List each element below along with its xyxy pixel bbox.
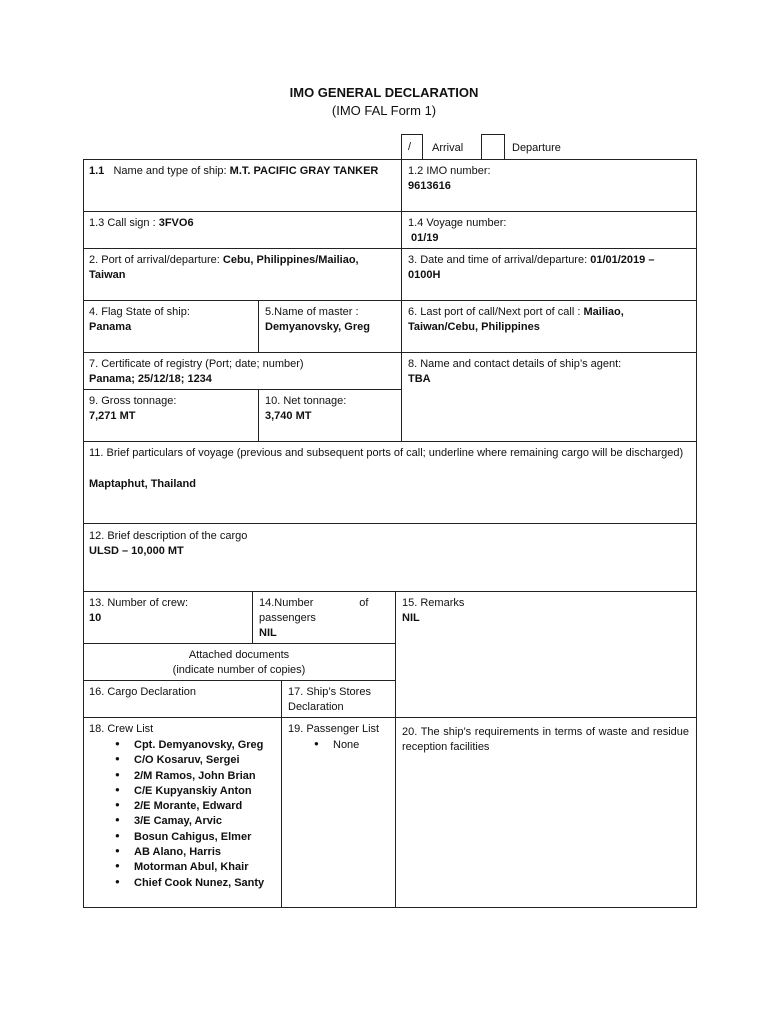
field-16-label: 16. Cargo Declaration	[89, 686, 197, 698]
field-1-1-ship-name	[89, 164, 394, 179]
departure-label: Departure	[512, 142, 561, 154]
attached-line1: Attached documents	[188, 649, 290, 661]
field-12-label: 12. Brief description of the cargo	[89, 530, 248, 542]
field-6-last-next-port	[408, 305, 692, 335]
field-17-label-line1: 17. Ship’s Stores	[288, 686, 371, 698]
column-divider	[401, 159, 402, 441]
field-20-label: 20. The ship’s requirements in terms of waste and residue reception facilities	[402, 726, 689, 753]
field-14-value: NIL	[259, 626, 277, 639]
field-14-label-line2: passengers	[259, 611, 316, 624]
field-6-label: 6. Last port of call/Next port of call :	[408, 306, 581, 318]
field-7-value: Panama; 25/12/18; 1234	[89, 373, 212, 385]
field-12-value: ULSD – 10,000 MT	[89, 545, 184, 557]
row-divider	[83, 717, 697, 718]
field-8-label: 8. Name and contact details of ship’s agent:	[408, 358, 622, 370]
row-divider	[83, 591, 697, 592]
field-2-port	[89, 253, 395, 283]
row-divider	[83, 680, 395, 681]
field-2-value-line1: Cebu, Philippines/Mailiao,	[222, 254, 359, 266]
column-divider	[395, 591, 396, 717]
list-item: ● Bosun Cahigus, Elmer	[89, 830, 279, 845]
passenger-list	[288, 738, 393, 753]
column-divider	[252, 591, 253, 643]
field-1-2-label: 1.2 IMO number:	[408, 165, 491, 177]
arrival-label: Arrival	[432, 142, 464, 154]
list-item: ● Motorman Abul, Khair	[89, 860, 279, 875]
field-15-label: 15. Remarks	[402, 597, 465, 609]
field-17-stores	[288, 685, 371, 715]
field-1-2-value: 9613616	[408, 180, 451, 192]
list-item: ● C/E Kupyanskiy Anton	[89, 784, 279, 799]
form-title: IMO GENERAL DECLARATION	[289, 85, 479, 100]
field-5-value: Demyanovsky, Greg	[265, 321, 370, 333]
field-5-label: 5.Name of master :	[265, 306, 359, 318]
row-divider	[83, 643, 395, 644]
field-4-value: Panama	[89, 321, 132, 333]
field-1-3-value: 3FVO6	[158, 217, 194, 229]
row-divider	[83, 441, 697, 442]
field-1-1-number: 1.1	[89, 165, 105, 177]
field-17-label-line2: Declaration	[288, 700, 344, 713]
departure-checkbox[interactable]	[481, 134, 505, 160]
list-item: ● AB Alano, Harris	[89, 845, 279, 860]
column-divider	[281, 680, 282, 908]
column-divider	[395, 717, 396, 908]
field-11-label: 11. Brief particulars of voyage (previous and subsequent ports of call; underline where remaining cargo will be discharged)	[89, 447, 684, 459]
field-14-passengers	[259, 596, 389, 641]
list-item: ● Chief Cook Nunez, Santy	[89, 876, 279, 891]
field-3-value-line2: 0100H	[408, 268, 441, 281]
row-divider	[83, 211, 697, 212]
crew-list	[89, 738, 279, 891]
field-10-value: 3,740 MT	[265, 410, 312, 422]
field-6-value-line2: Taiwan/Cebu, Philippines	[408, 320, 540, 333]
column-divider	[258, 389, 259, 441]
field-13-label: 13. Number of crew:	[89, 597, 189, 609]
attached-line2: (indicate number of copies)	[172, 663, 306, 676]
form-subtitle: (IMO FAL Form 1)	[331, 103, 437, 118]
field-1-3-call-sign	[89, 216, 194, 231]
column-divider	[258, 300, 259, 352]
row-divider	[83, 248, 697, 249]
field-3-label: 3. Date and time of arrival/departure:	[408, 254, 588, 266]
attached-documents-heading	[83, 648, 395, 678]
field-2-label: 2. Port of arrival/departure:	[89, 254, 220, 266]
field-3-date-time	[408, 253, 692, 283]
row-divider	[83, 523, 697, 524]
list-item: ● C/O Kosaruv, Sergei	[89, 753, 279, 768]
row-divider	[83, 389, 401, 390]
row-divider	[83, 300, 697, 301]
field-13-value: 10	[89, 612, 102, 624]
list-item: ● Cpt. Demyanovsky, Greg	[89, 738, 279, 753]
field-18-label: 18. Crew List	[89, 723, 154, 735]
field-14-label-line1: 14.Number of	[259, 597, 369, 609]
field-1-3-label: 1.3 Call sign :	[89, 217, 156, 229]
field-1-4-label: 1.4 Voyage number:	[408, 217, 507, 229]
row-divider	[83, 352, 697, 353]
field-2-value-line2: Taiwan	[89, 268, 126, 281]
field-1-1-value: M.T. PACIFIC GRAY TANKER	[229, 165, 379, 177]
list-item: ● 3/E Camay, Arvic	[89, 814, 279, 829]
field-1-1-label: Name and type of ship:	[113, 165, 227, 177]
field-8-value: TBA	[408, 373, 431, 385]
field-1-4-value: 01/19	[411, 232, 439, 244]
arrival-checkbox[interactable]	[401, 134, 423, 160]
field-11-value: Maptaphut, Thailand	[89, 478, 196, 490]
field-10-label: 10. Net tonnage:	[265, 395, 347, 407]
field-9-value: 7,271 MT	[89, 410, 136, 422]
list-item: ● 2/E Morante, Edward	[89, 799, 279, 814]
list-item: ● None	[288, 738, 393, 753]
field-9-label: 9. Gross tonnage:	[89, 395, 177, 407]
field-15-value: NIL	[402, 612, 420, 624]
field-7-label: 7. Certificate of registry (Port; date; number)	[89, 358, 304, 370]
field-19-label: 19. Passenger List	[288, 723, 380, 735]
arrival-mark: /	[408, 141, 412, 153]
field-3-value-line1: 01/01/2019 –	[590, 254, 655, 266]
list-item: ● 2/M Ramos, John Brian	[89, 769, 279, 784]
field-6-value-line1: Mailiao,	[583, 306, 624, 318]
field-4-label: 4. Flag State of ship:	[89, 306, 190, 318]
